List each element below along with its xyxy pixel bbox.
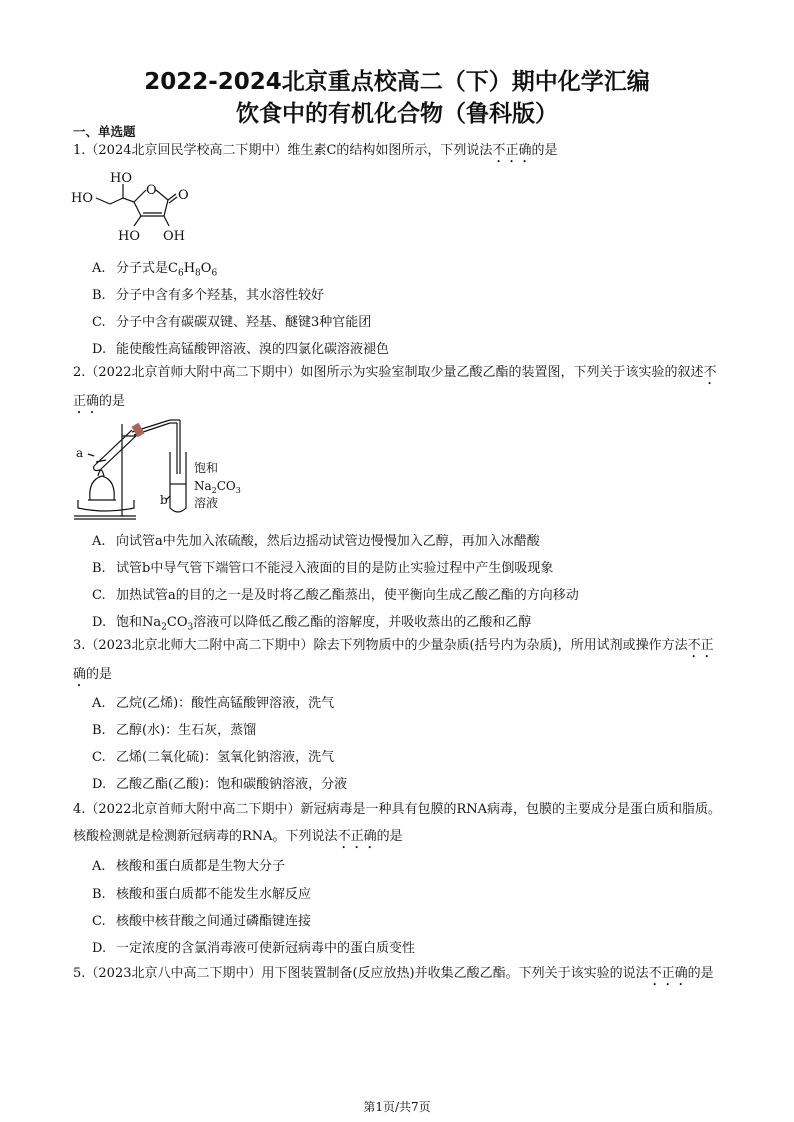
q4-option-b[interactable]: B. 核酸和蛋白质都不能发生水解反应: [92, 887, 312, 902]
q1-option-c[interactable]: C. 分子中含有碳碳双键、羟基、醚键3种官能团: [92, 315, 372, 330]
solution-label-1: 饱和: [194, 461, 219, 475]
vc-label-oh-bottom: OH: [163, 229, 185, 244]
tube-label-b: b: [160, 493, 168, 507]
q4-option-c[interactable]: C. 核酸中核苷酸之间通过磷酯键连接: [92, 914, 312, 929]
q1-option-b[interactable]: B. 分子中含有多个羟基，其水溶性较好: [92, 288, 325, 303]
q3-option-c[interactable]: C. 乙烯(二氧化硫)：氢氧化钠溶液，洗气: [92, 750, 335, 765]
vc-label-ho-bottom: HO: [118, 229, 140, 244]
q4-option-a[interactable]: A. 核酸和蛋白质都是生物大分子: [92, 859, 286, 874]
solution-label-2: $Na_2CO_3$: [194, 479, 241, 495]
q2-option-b[interactable]: B. 试管b中导气管下端管口不能浸入液面的目的是防止实验过程中产生倒吸现象: [92, 561, 554, 576]
q2-option-a[interactable]: A. 向试管a中先加入浓硫酸，然后边摇动试管边慢慢加入乙醇，再加入冰醋酸: [92, 534, 540, 549]
vitamin-c-structure: [68, 168, 208, 246]
solution-label-3: 溶液: [194, 496, 219, 510]
flask-label-a: a: [76, 446, 84, 460]
q3-option-d[interactable]: D. 乙酸乙酯(乙酸)：饱和碳酸钠溶液，分液: [92, 777, 348, 792]
vc-label-ho-top: HO: [110, 171, 132, 186]
question-4-stem: 4.（2022北京首师大附中高二下期中）新冠病毒是一种具有包膜的RNA病毒，包膜的主要成分是蛋白质和脂质。核酸检测就是检测新冠病毒的RNA。下列说法不正确的是: [73, 802, 722, 844]
q4-option-d[interactable]: D. 一定浓度的含氯消毒液可使新冠病毒中的蛋白质变性: [92, 941, 416, 956]
q3-option-b[interactable]: B. 乙醇(水)：生石灰，蒸馏: [92, 723, 257, 738]
question-1-stem: 1.（2024北京回民学校高二下期中）维生素C的结构如图所示，下列说法不正确的是: [73, 143, 558, 158]
q2-option-c[interactable]: C. 加热试管a的目的之一是及时将乙酸乙酯蒸出，使平衡向生成乙酸乙酯的方向移动: [92, 588, 579, 603]
vc-label-o-keto: O: [178, 188, 189, 203]
page-footer: 第1页/共7页: [363, 1100, 431, 1114]
q2-option-d[interactable]: D. 饱和$Na_2CO_3$溶液可以降低乙酸乙酯的溶解度，并吸收蒸出的乙酸和乙醇: [92, 615, 532, 633]
vc-label-o-ring: O: [146, 183, 157, 198]
q3-option-a[interactable]: A. 乙烷(乙烯)：酸性高锰酸钾溶液，洗气: [92, 696, 335, 711]
question-3-stem: 3.（2023北京北师大二附中高二下期中）除去下列物质中的少量杂质(括号内为杂质)，所用试剂或操作方法不正确的是: [73, 638, 714, 682]
page-subtitle: 饮食中的有机化合物（鲁科版）: [236, 101, 558, 127]
question-2-stem: 2.（2022北京首师大附中高二下期中）如图所示为实验室制取少量乙酸乙酯的装置图，下列关于该实验的叙述不正确的是: [73, 365, 717, 409]
q1-option-d[interactable]: D. 能使酸性高锰酸钾溶液、溴的四氯化碳溶液褪色: [92, 342, 390, 357]
section-heading: 一、单选题: [73, 124, 136, 139]
ester-apparatus-figure: [70, 416, 245, 522]
q1-option-a[interactable]: A. 分子式是$C_6H_8O_6$: [92, 261, 218, 279]
vc-label-ho-left: HO: [71, 191, 93, 206]
question-5-stem: 5.（2023北京八中高二下期中）用下图装置制备(反应放热)并收集乙酸乙酯。下列关于该实验的说法不正确的是: [73, 966, 714, 981]
page-title: 2022-2024北京重点校高二（下）期中化学汇编: [144, 69, 650, 95]
